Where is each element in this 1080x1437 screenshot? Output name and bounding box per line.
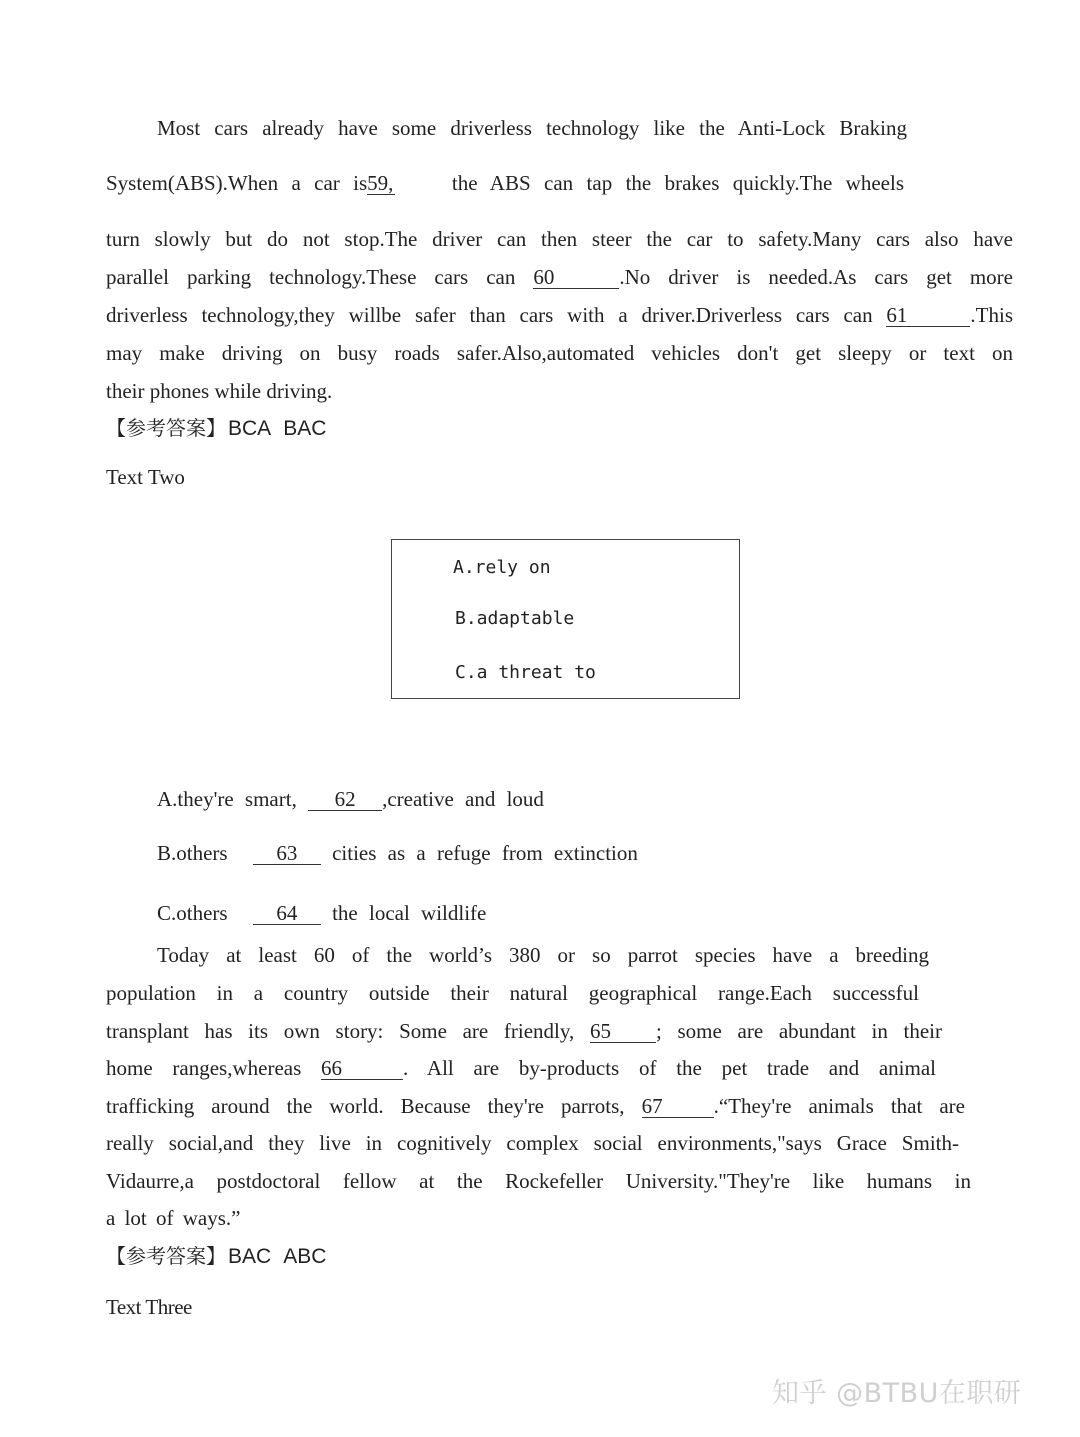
text-one-line-2: System(ABS).When a car is59, the ABS can tap the brakes quickly.The wheels [106, 171, 904, 195]
answer-group: BAC [228, 1245, 272, 1268]
blank-61: 61 [886, 304, 970, 327]
text-two-line-7: Vidaurre,a postdoctoral fellow at the Rockefeller University."They're like humans in [106, 1169, 971, 1193]
watermark: 知乎 @BTBU在职研 [772, 1378, 1022, 1409]
sentence-option-b: B.others 63 cities as a refuge from extinction [157, 841, 638, 865]
text-two-line-5: trafficking around the world. Because they're parrots, 67 .“They're animals that are [106, 1094, 965, 1118]
answer-label: 【参考答案】 [106, 1244, 226, 1268]
blank-66: 66 [321, 1057, 403, 1080]
text-one-line-5: driverless technology,they willbe safer than cars with a driver.Driverless cars can 61 .This [106, 303, 1014, 327]
text-one-line-4: parallel parking technology.These cars can 60 .No driver is needed.As cars get more [106, 265, 1013, 289]
text-two-line-6: really social,and they live in cognitively complex social environments,"says Grace Smith- [106, 1131, 959, 1155]
box-option-a: A.rely on [453, 557, 551, 578]
answer-group: BCA [228, 417, 272, 440]
sentence-option-c: C.others 64 the local wildlife [157, 901, 487, 925]
text-two-line-1: Today at least 60 of the world’s 380 or so parrot species have a breeding [157, 943, 929, 967]
text-one-line-1: Most cars already have some driverless technology like the Anti-Lock Braking [157, 116, 907, 140]
blank-63: 63 [253, 842, 321, 865]
text-one-line-6: may make driving on busy roads safer.Also,automated vehicles don't get sleepy or text on [106, 341, 1013, 365]
sentence-option-a: A.they're smart, 62 ,creative and loud [157, 787, 544, 811]
blank-60: 60 [533, 266, 619, 289]
text-one-line-7: their phones while driving. [106, 379, 333, 403]
answer-label: 【参考答案】 [106, 416, 226, 440]
text-three-heading: Text Three [106, 1295, 192, 1319]
box-option-b: B.adaptable [455, 608, 575, 629]
text-two-heading: Text Two [106, 465, 185, 489]
blank-62: 62 [308, 788, 382, 811]
text-two-line-2: population in a country outside their natural geographical range.Each successful [106, 981, 919, 1005]
blank-59: 59, [367, 171, 394, 195]
text-two-line-4: home ranges,whereas 66 . All are by-products of the pet trade and animal [106, 1056, 936, 1080]
text-two-line-8: a lot of ways.” [106, 1206, 241, 1230]
text-two-answer [106, 1243, 338, 1270]
text-two-line-3: transplant has its own story: Some are friendly, 65 ; some are abundant in their [106, 1019, 942, 1043]
blank-67: 67 [642, 1095, 714, 1118]
blank-65: 65 [590, 1020, 656, 1043]
text-one-answer [106, 415, 338, 442]
box-option-c: C.a threat to [455, 662, 596, 683]
text-one-line-3: turn slowly but do not stop.The driver can then steer the car to safety.Many cars also have [106, 227, 1013, 251]
answer-group: BAC [283, 417, 327, 440]
blank-64: 64 [253, 902, 321, 925]
answer-group: ABC [283, 1245, 327, 1268]
